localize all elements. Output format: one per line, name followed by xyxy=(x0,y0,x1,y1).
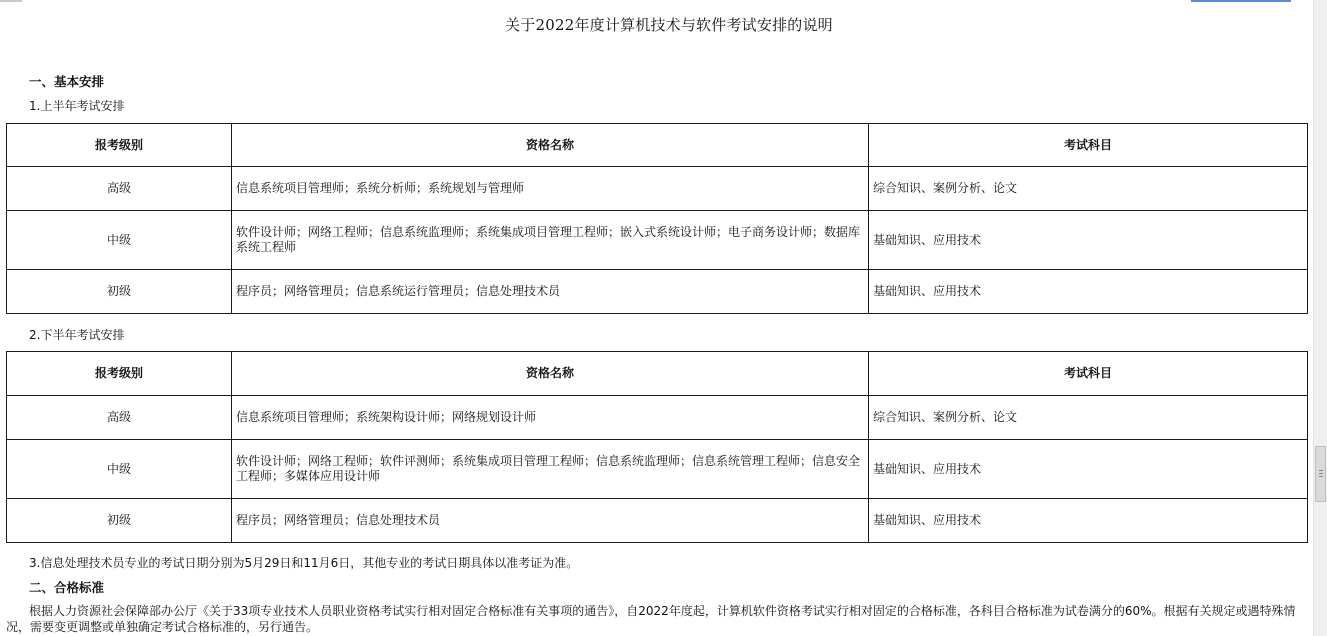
table-row xyxy=(7,396,1308,440)
cell-qualification: 信息系统项目管理师；系统架构设计师；网络规划设计师 xyxy=(232,396,869,440)
page-title: 关于2022年度计算机技术与软件考试安排的说明 xyxy=(505,16,833,34)
second-half-exam-table xyxy=(6,351,1308,543)
cell-qualification: 软件设计师；网络工程师；信息系统监理师；系统集成项目管理工程师；嵌入式系统设计师；电子商务设计师；数据库系统工程师 xyxy=(232,211,869,270)
header-subjects: 考试科目 xyxy=(869,124,1308,167)
table-row xyxy=(7,270,1308,314)
cell-subjects: 基础知识、应用技术 xyxy=(869,211,1308,270)
cell-level: 高级 xyxy=(7,396,232,440)
cell-qualification: 信息系统项目管理师；系统分析师；系统规划与管理师 xyxy=(232,167,869,211)
grip-line-icon xyxy=(1319,470,1323,471)
table-row xyxy=(7,167,1308,211)
cell-level: 初级 xyxy=(7,499,232,543)
grip-line-icon xyxy=(1319,473,1323,474)
table-header-row xyxy=(7,352,1308,396)
first-half-exam-table xyxy=(6,123,1308,314)
header-level: 报考级别 xyxy=(7,124,232,167)
section-heading-pass-standard: 二、合格标准 xyxy=(29,580,105,595)
table-row xyxy=(7,499,1308,543)
header-qualification: 资格名称 xyxy=(232,124,869,167)
cell-qualification: 软件设计师；网络工程师；软件评测师；系统集成项目管理工程师；信息系统监理师；信息系统管理工程师；信息安全工程师；多媒体应用设计师 xyxy=(232,440,869,499)
subheading-second-half: 2.下半年考试安排 xyxy=(29,328,125,342)
cell-level: 中级 xyxy=(7,440,232,499)
cell-level: 高级 xyxy=(7,167,232,211)
cell-subjects: 基础知识、应用技术 xyxy=(869,270,1308,314)
cell-level: 中级 xyxy=(7,211,232,270)
scrollbar-thumb[interactable] xyxy=(1315,446,1326,502)
exam-date-note: 3.信息处理技术员专业的考试日期分别为5月29日和11月6日，其他专业的考试日期具体以准考证为准。 xyxy=(29,556,579,570)
cell-qualification: 程序员；网络管理员；信息系统运行管理员；信息处理技术员 xyxy=(232,270,869,314)
table-header-row xyxy=(7,124,1308,167)
cell-subjects: 综合知识、案例分析、论文 xyxy=(869,167,1308,211)
header-qualification: 资格名称 xyxy=(232,352,869,396)
subheading-first-half: 1.上半年考试安排 xyxy=(29,99,125,113)
table-row xyxy=(7,440,1308,499)
header-level: 报考级别 xyxy=(7,352,232,396)
pass-standard-paragraph: 根据人力资源社会保障部办公厅《关于33项专业技术人员职业资格考试实行相对固定合格标准有关事项的通告》，自2022年度起，计算机软件资格考试实行相对固定的合格标准，各科目合格标准为试卷满分的60%。根据有关规定或遇特殊情况，需要变更调整或单独确定考试合格标准的，另行通告。 xyxy=(6,604,1296,634)
vertical-scrollbar[interactable] xyxy=(1313,0,1327,636)
section-heading-basic: 一、基本安排 xyxy=(29,74,105,89)
cell-subjects: 基础知识、应用技术 xyxy=(869,499,1308,543)
grip-line-icon xyxy=(1319,476,1323,477)
table-row xyxy=(7,211,1308,270)
cell-qualification: 程序员；网络管理员；信息处理技术员 xyxy=(232,499,869,543)
cell-subjects: 基础知识、应用技术 xyxy=(869,440,1308,499)
cell-subjects: 综合知识、案例分析、论文 xyxy=(869,396,1308,440)
cell-level: 初级 xyxy=(7,270,232,314)
header-subjects: 考试科目 xyxy=(869,352,1308,396)
